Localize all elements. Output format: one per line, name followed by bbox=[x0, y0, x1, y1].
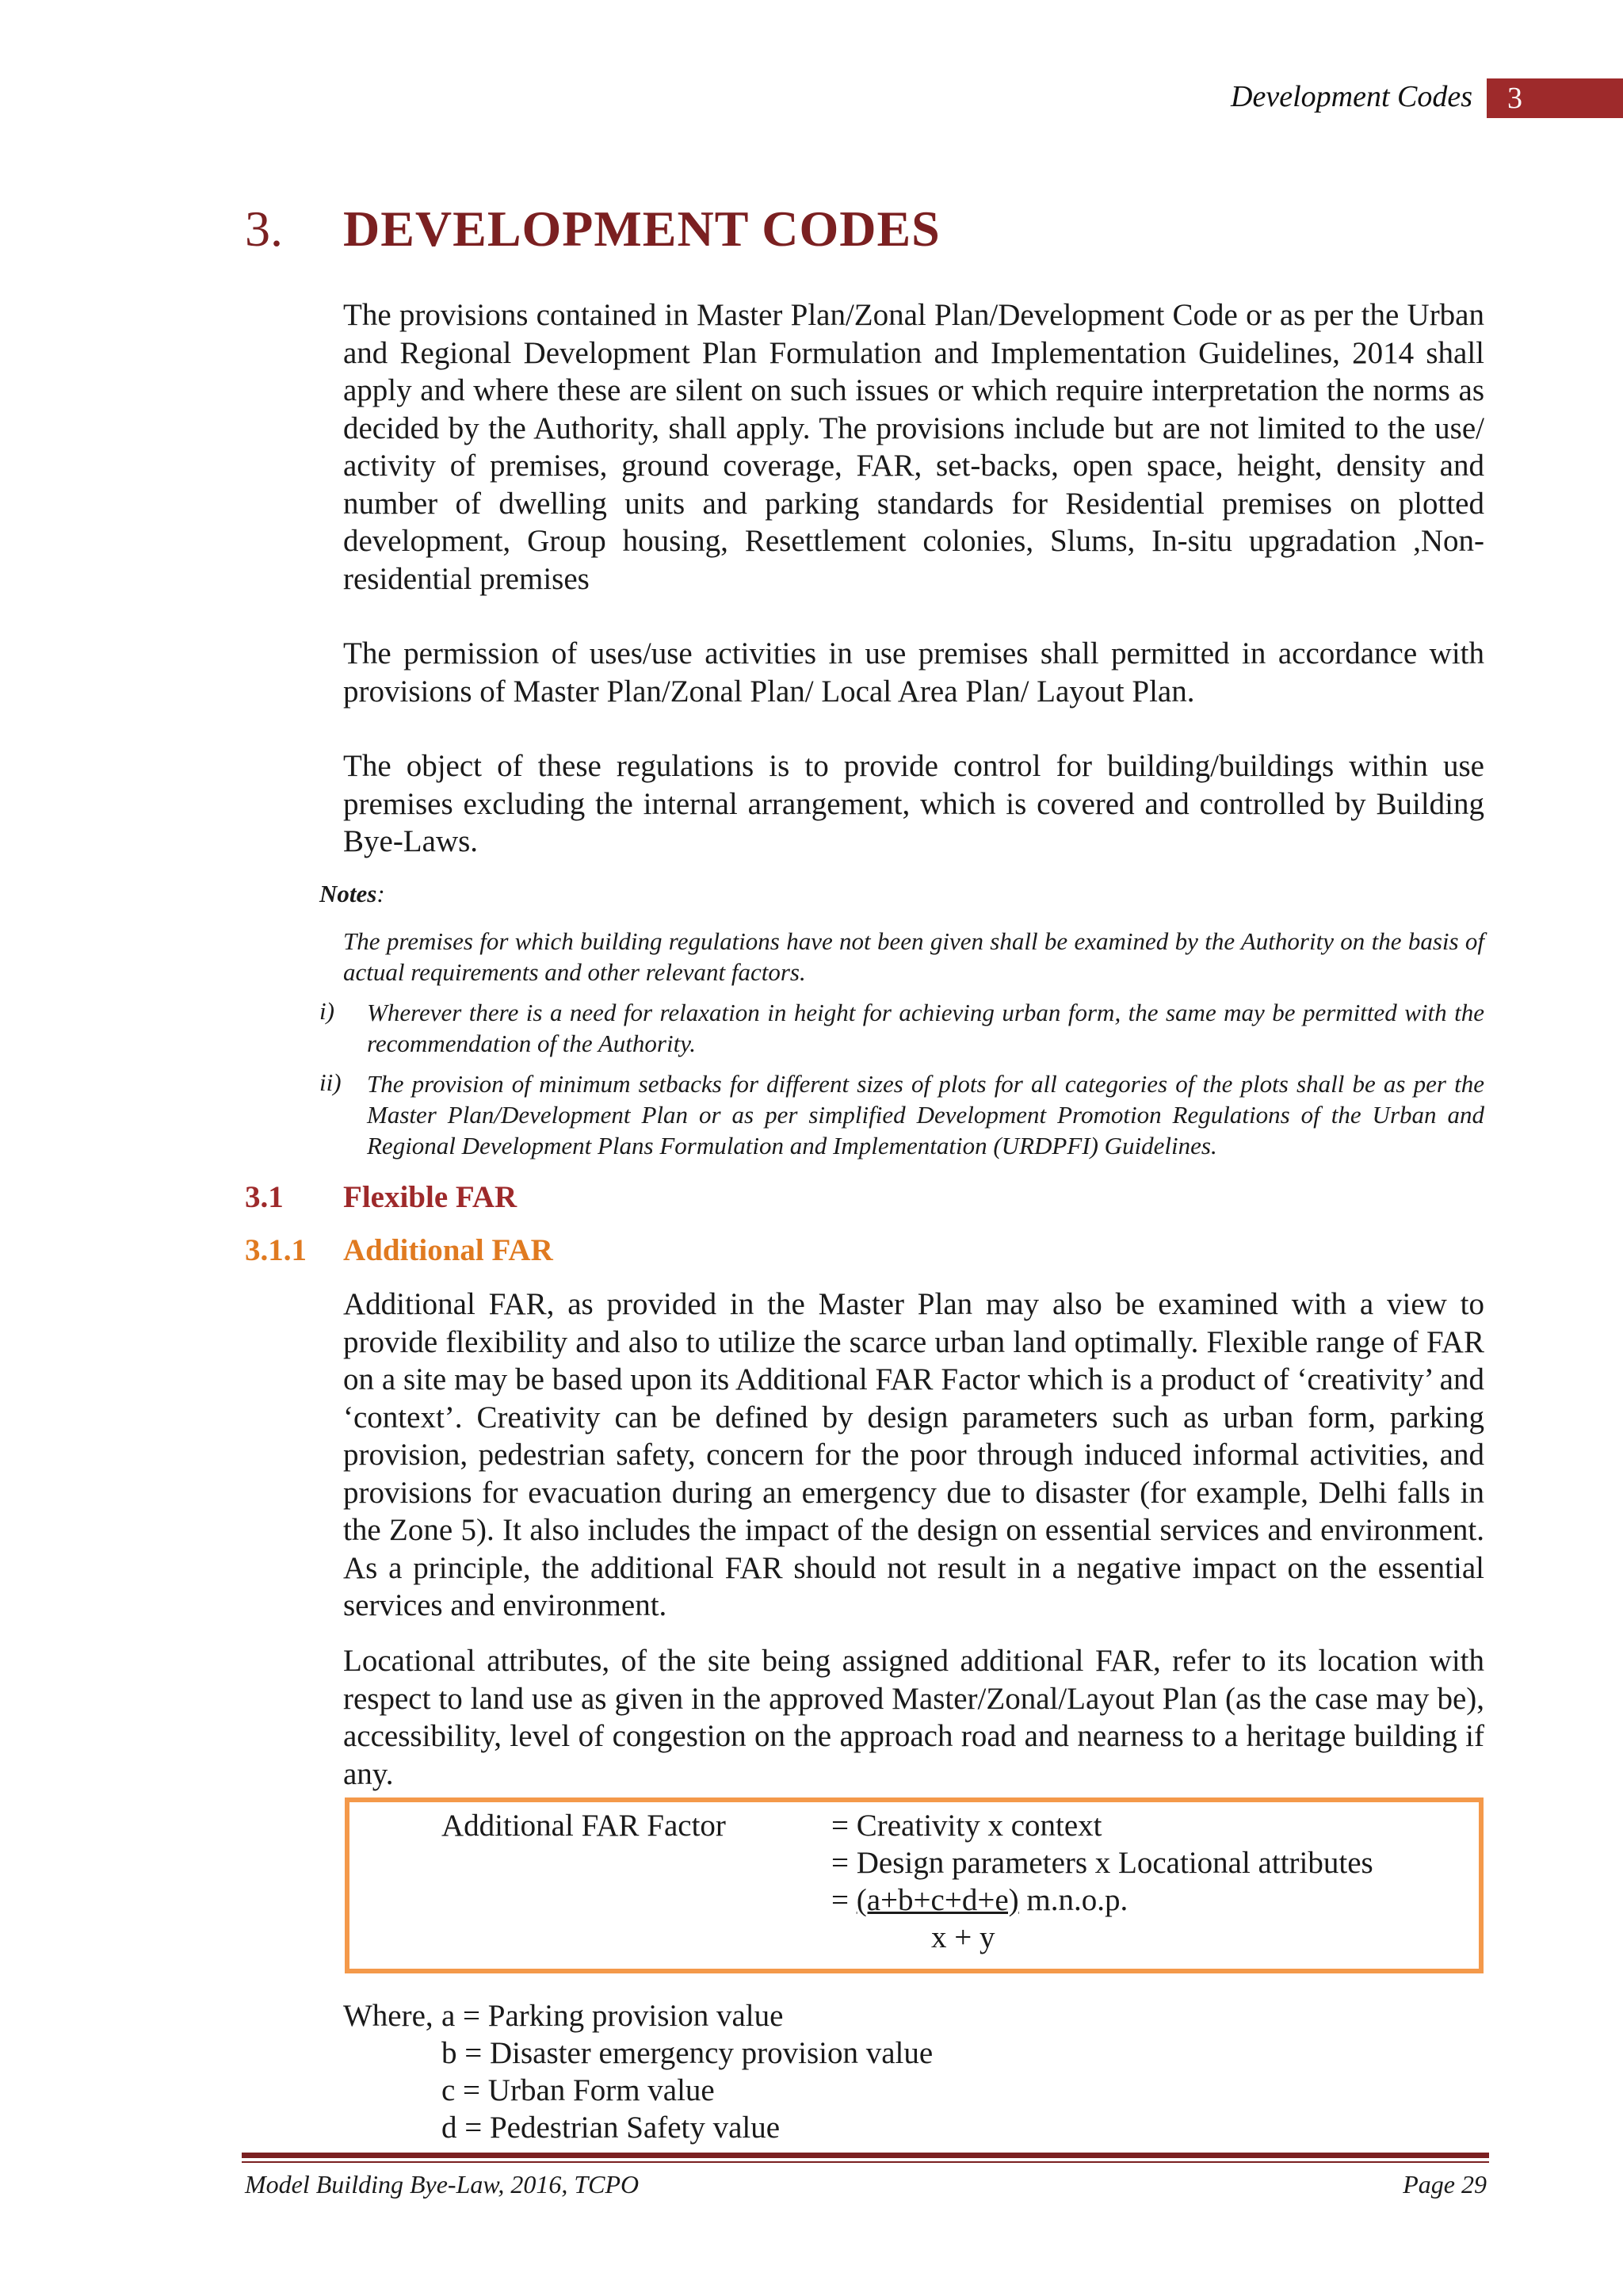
formula-numerator: (a+b+c+d+e) bbox=[856, 1883, 1019, 1917]
chapter-title: DEVELOPMENT CODES bbox=[343, 201, 941, 257]
chapter-number-badge: 3 bbox=[1487, 78, 1623, 118]
footer-document-title: Model Building Bye-Law, 2016, TCPO bbox=[245, 2170, 640, 2199]
where-prefix: Where, bbox=[343, 1999, 433, 2033]
formula-label: Additional FAR Factor bbox=[441, 1809, 726, 1843]
footer-rule-thick bbox=[242, 2153, 1489, 2158]
paragraph-permission: The permission of uses/use activities in use premises shall permitted in accordance with provisions of Master Plan/Zonal Plan/ Local Area Plan/ Layout Plan. bbox=[343, 636, 1484, 709]
footer-rule-thin bbox=[242, 2161, 1489, 2163]
note-marker-ii: ii) bbox=[319, 1068, 342, 1096]
note-marker-i: i) bbox=[319, 997, 334, 1025]
where-item-b: b = Disaster emergency provision value bbox=[441, 2036, 934, 2070]
footer-page-number: Page 29 bbox=[1403, 2170, 1487, 2199]
chapter-number: 3. bbox=[245, 201, 283, 257]
section-3-1-1-number: 3.1.1 bbox=[245, 1233, 307, 1267]
formula-line-1: = Creativity x context bbox=[831, 1809, 1102, 1843]
note-intro: The premises for which building regulations have not been given shall be examined by the Authority on the basis of actual requirements and other relevant factors. bbox=[343, 927, 1484, 986]
where-item-c: c = Urban Form value bbox=[441, 2073, 715, 2107]
note-item-ii: The provision of minimum setbacks for different sizes of plots for all categories of the plots shall be as per the Master Plan/Development Plan or as per simplified Development Promotion Regulations of the Urban and Regional Development Plans Formulation and Implementation (URDPFI) Guidelines. bbox=[367, 1070, 1484, 1159]
formula-denominator: x + y bbox=[931, 1920, 995, 1954]
section-3-1-1-title: Additional FAR bbox=[343, 1233, 553, 1267]
section-3-1-number: 3.1 bbox=[245, 1180, 284, 1214]
paragraph-object: The object of these regulations is to provide control for building/buildings within use premises excluding the internal arrangement, which is covered and controlled by Building Bye-Laws. bbox=[343, 749, 1484, 858]
notes-label: Notes: bbox=[319, 880, 385, 907]
running-header-title: Development Codes bbox=[1231, 80, 1472, 113]
where-item-a: a = Parking provision value bbox=[441, 1999, 784, 2033]
paragraph-locational-attributes: Locational attributes, of the site being assigned additional FAR, refer to its location with respect to land use as given in the approved Master/Zonal/Layout Plan (as the case may be), accessibility, level of congestion on the approach road and nearness to a heritage building if any. bbox=[343, 1644, 1484, 1791]
note-item-i: Wherever there is a need for relaxation in height for achieving urban form, the same may be permitted with the recommendation of the Authority. bbox=[367, 999, 1484, 1057]
paragraph-additional-far: Additional FAR, as provided in the Master Plan may also be examined with a view to provide flexibility and also to utilize the scarce urban land optimally. Flexible range of FAR on a site may be based upon its Additional FAR Factor which is a product of ‘creativity’ and ‘context’. Creativity can be defined by design parameters such as urban form, parking provision, pedestrian safety, concern for the poor through induced informal activities, and provisions for evacuation during an emergency due to disaster (for example, Delhi falls in the Zone 5). It also includes the impact of the design on essential services and environment. As a principle, the additional FAR should not result in a negative impact on the essential services and environment. bbox=[343, 1287, 1484, 1622]
paragraph-provisions: The provisions contained in Master Plan/Zonal Plan/Development Code or as per the Urban and Regional Development Plan Formulation and Implementation Guidelines, 2014 shall apply and where these are silent on such issues or which require interpretation the norms as decided by the Authority, shall apply. The provisions include but are not limited to the use/ activity of premises, ground coverage, FAR, set-backs, open space, height, density and number of dwelling units and parking standards for Residential premises on plotted development, Group housing, Resettlement colonies, Slums, In-situ upgradation ,Non-residential premises bbox=[343, 298, 1484, 596]
formula-line-3: = (a+b+c+d+e) m.n.o.p. bbox=[831, 1883, 1128, 1917]
section-3-1-title: Flexible FAR bbox=[343, 1180, 517, 1214]
where-item-d: d = Pedestrian Safety value bbox=[441, 2111, 781, 2145]
formula-line-2: = Design parameters x Locational attributes bbox=[831, 1846, 1373, 1880]
